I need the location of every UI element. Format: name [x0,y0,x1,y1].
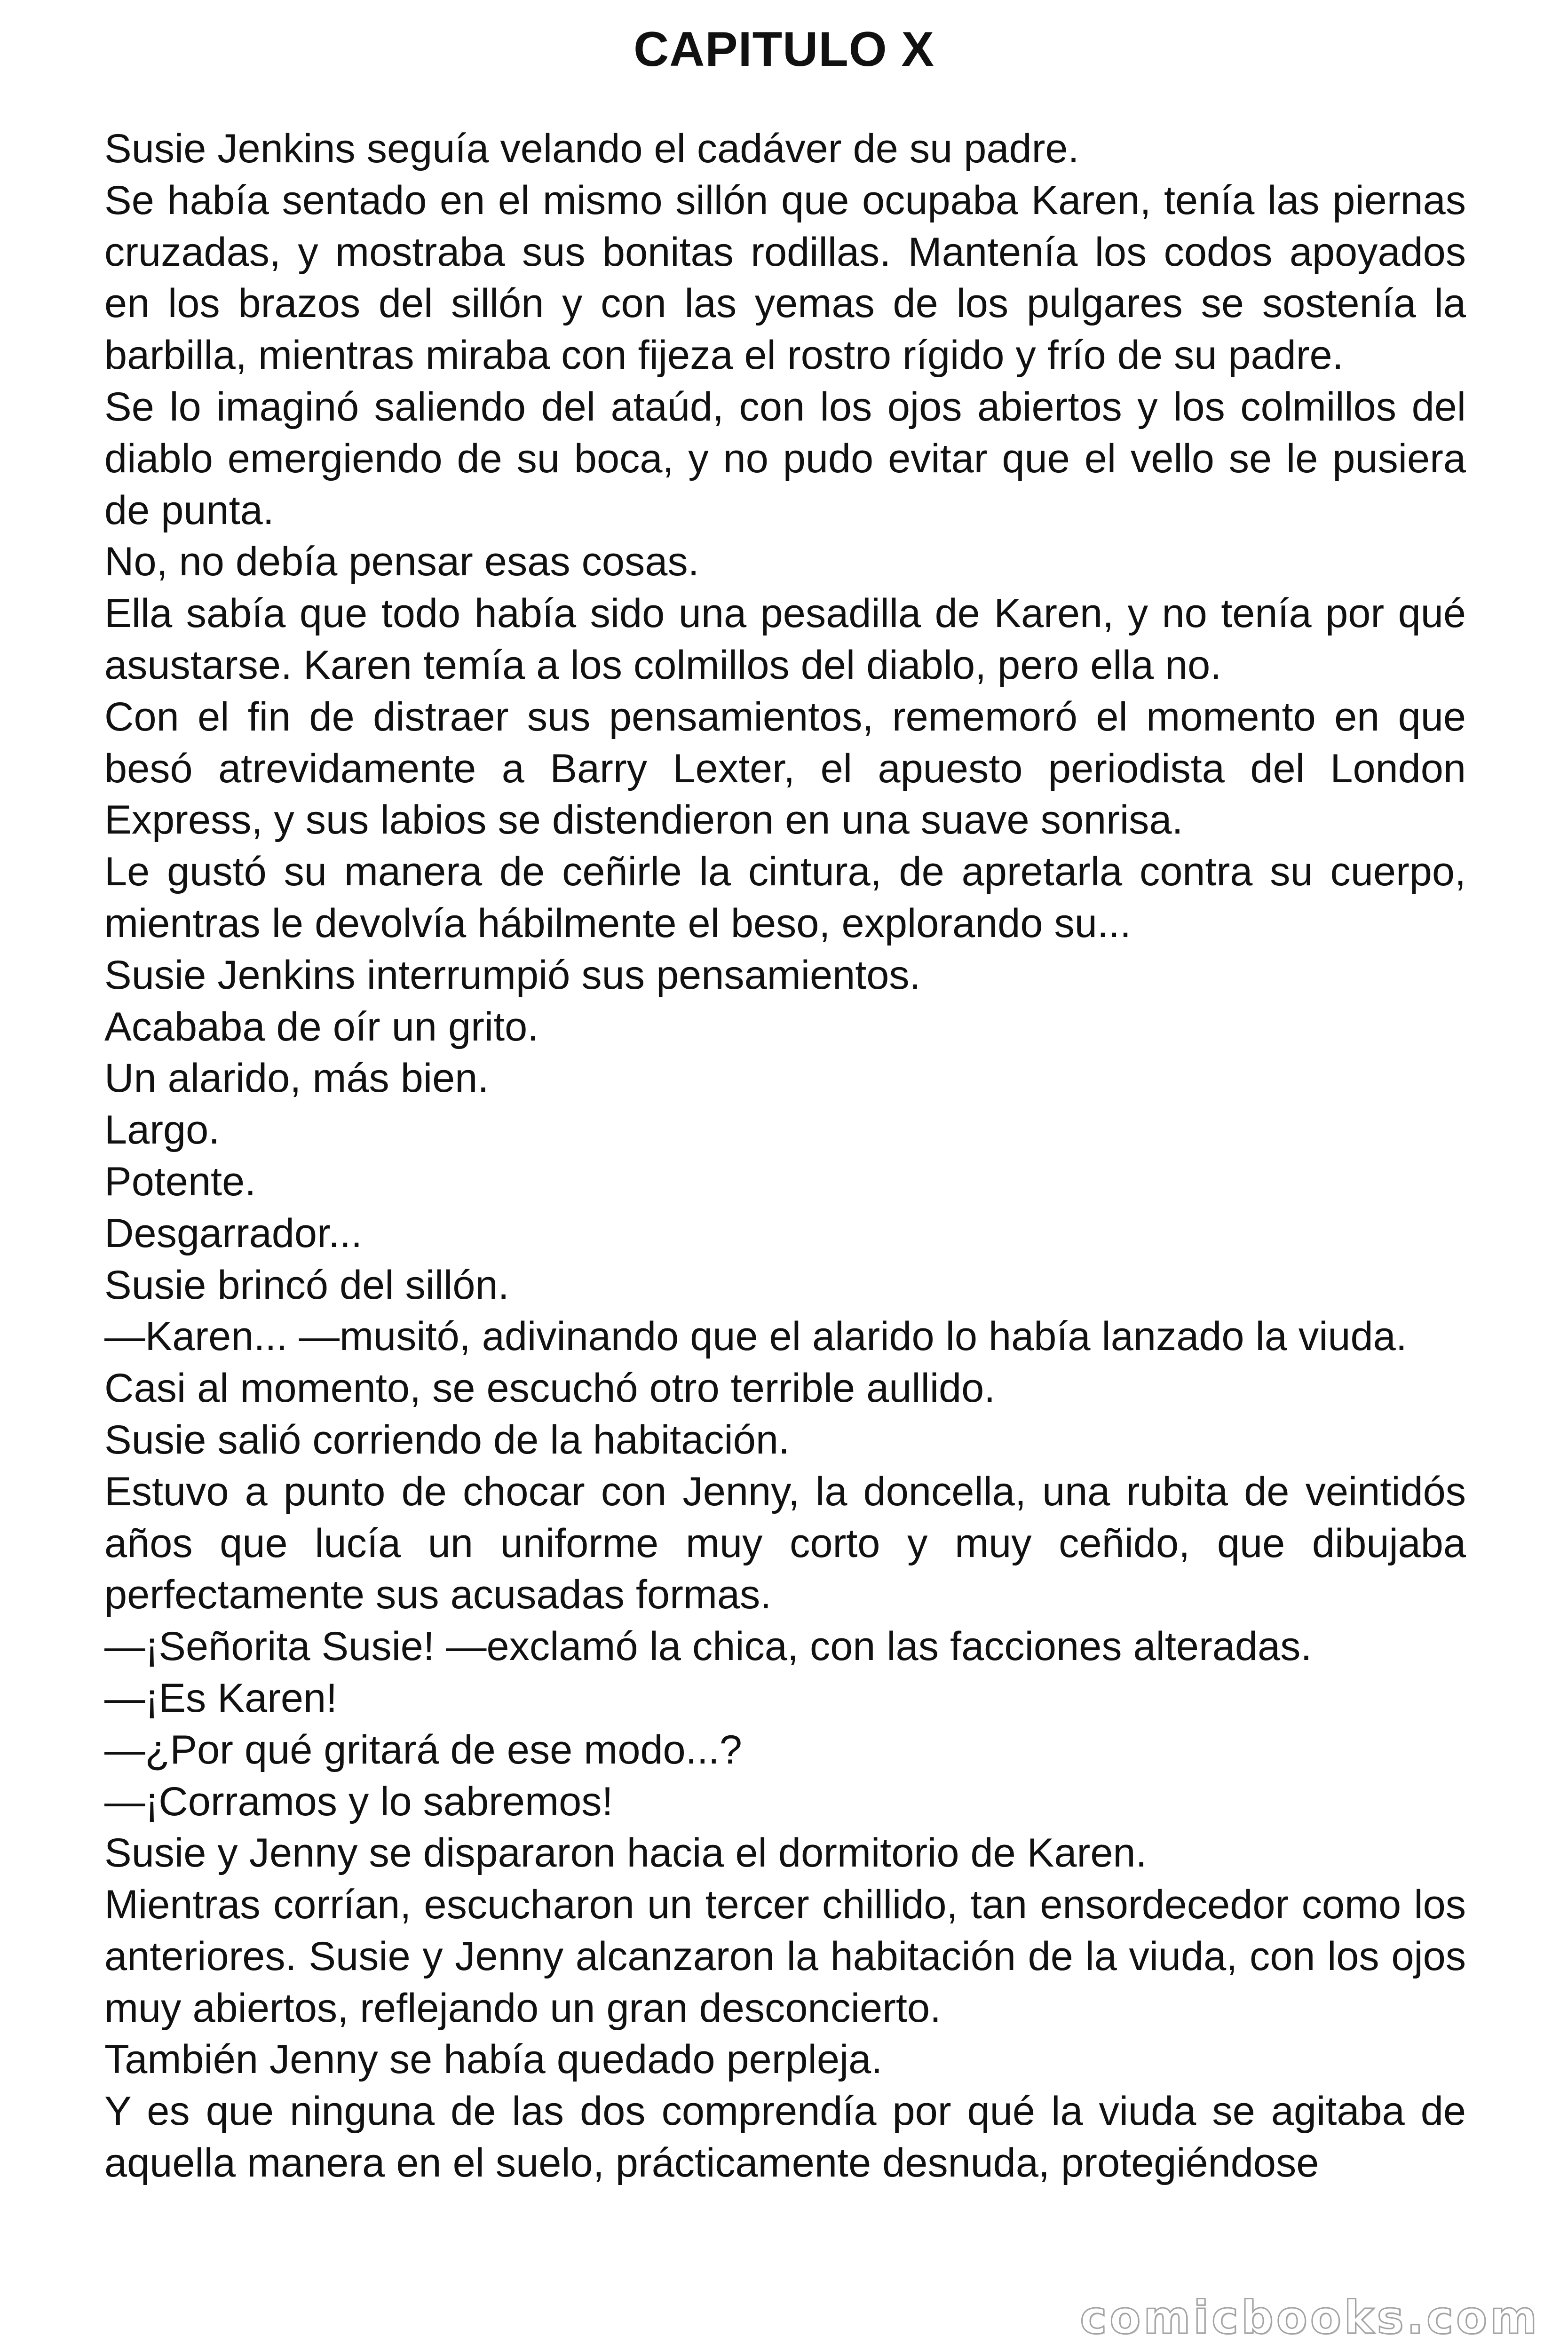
paragraph: —¿Por qué gritará de ese modo...? [104,1727,742,1772]
paragraph: —¡Es Karen! [104,1675,338,1721]
paragraph: Potente. [104,1159,256,1204]
paragraph: Susie Jenkins interrumpió sus pensamientos. [104,952,921,998]
paragraph: Un alarido, más bien. [104,1056,489,1101]
paragraph: Y es que ninguna de las dos comprendía por qué la viuda se agitaba de aquella manera en el suelo, prácticamente desnuda, protegiéndose [104,2089,1466,2186]
paragraph: Mientras corrían, escucharon un tercer chillido, tan ensordecedor como los anteriores. Susie y Jenny alcanzaron la habitación de la viuda, con los ojos muy abiertos, reflejando un gran desconcierto. [104,1882,1466,2031]
paragraph: Con el fin de distraer sus pensamientos, rememoró el momento en que besó atrevidamente a Barry Lexter, el apuesto periodista del London Express, y sus labios se distendieron en una suave sonrisa. [104,694,1466,843]
body-text [104,123,1466,2189]
paragraph: —¡Corramos y lo sabremos! [104,1779,613,1824]
paragraph: Casi al momento, se escuchó otro terrible aullido. [104,1366,996,1411]
paragraph: Susie Jenkins seguía velando el cadáver de su padre. [104,126,1079,171]
paragraph: Le gustó su manera de ceñirle la cintura, de apretarla contra su cuerpo, mientras le devolvía hábilmente el beso, explorando su... [104,849,1466,946]
paragraph: Acababa de oír un grito. [104,1004,539,1049]
paragraph: También Jenny se había quedado perpleja. [104,2037,883,2082]
paragraph: Susie salió corriendo de la habitación. [104,1417,790,1462]
paragraph: Ella sabía que todo había sido una pesadilla de Karen, y no tenía por qué asustarse. Karen temía a los colmillos del diablo, pero ella no. [104,591,1466,688]
chapter-title: CAPITULO X [634,22,934,77]
paragraph: Se había sentado en el mismo sillón que ocupaba Karen, tenía las piernas cruzadas, y mostraba sus bonitas rodillas. Mantenía los codos apoyados en los brazos del sillón y con las yemas de los pulgares se sostenía la barbilla, mientras miraba con fijeza el rostro rígido y frío de su padre. [104,177,1466,378]
paragraph: No, no debía pensar esas cosas. [104,539,699,585]
paragraph: Susie brincó del sillón. [104,1262,509,1308]
paragraph: —Karen... —musitó, adivinando que el alarido lo había lanzado la viuda. [104,1314,1407,1359]
paragraph: Susie y Jenny se dispararon hacia el dormitorio de Karen. [104,1830,1147,1876]
watermark: comicbooks.com [1080,2291,1540,2344]
paragraph: Desgarrador... [104,1210,363,1256]
paragraph: Se lo imaginó saliendo del ataúd, con los ojos abiertos y los colmillos del diablo emergiendo de su boca, y no pudo evitar que el vello se le pusiera de punta. [104,384,1466,533]
paragraph: Largo. [104,1107,220,1153]
paragraph: Estuvo a punto de chocar con Jenny, la doncella, una rubita de veintidós años que lucía un uniforme muy corto y muy ceñido, que dibujaba perfectamente sus acusadas formas. [104,1469,1466,1618]
paragraph: —¡Señorita Susie! —exclamó la chica, con las facciones alteradas. [104,1624,1312,1669]
